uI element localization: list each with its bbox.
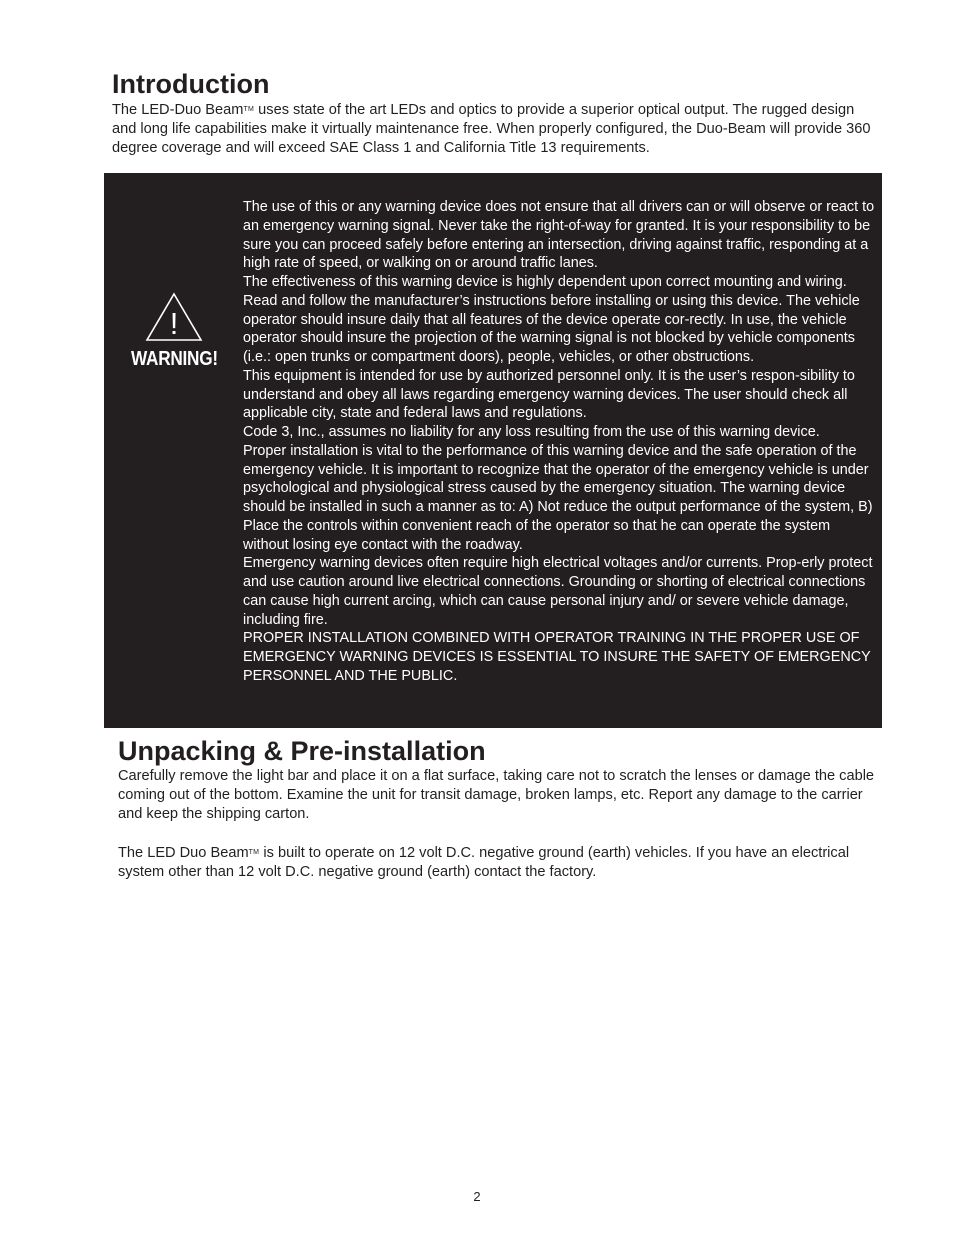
intro-text-rest: uses state of the art LEDs and optics to provide a superior optical output. The rugged design and long life capabilities make it virtually maintenance free. When properly configured, the Duo-Beam will provide 360 degree coverage and will exceed SAE Class 1 and California Title 13 requirements. (112, 102, 871, 156)
introduction-heading: Introduction (112, 69, 270, 99)
warning-exclamation-glyph: ! (169, 306, 179, 341)
unpacking-section (118, 735, 878, 882)
paragraph-spacer (118, 824, 878, 843)
trademark-symbol: TM (248, 849, 260, 856)
intro-text-start: The LED-Duo Beam (112, 102, 244, 118)
warning-triangle-icon (144, 291, 204, 343)
warning-text-block (243, 198, 875, 686)
trademark-symbol: TM (243, 106, 255, 113)
warning-paragraph: Proper installation is vital to the performance of this warning device and the safe operation of the emergency vehicle. It is important to recognize that the operator of the emergency vehicle is under psychological and physiological stress caused by the emergency situation. The warning device should be installed in such a manner as to: A) Not reduce the output performance of the system, B) Place the controls within convenient reach of the operator so that he can operate the system without losing eye contact with the roadway. (243, 442, 873, 553)
warning-paragraph: The use of this or any warning device does not ensure that all drivers can or will observe or react to an emergency warning signal. Never take the right-of-way for granted. It is your responsibility to be sure you can proceed safely before entering an intersection, driving against traffic, responding at a high rate of speed, or walking on or around traffic lanes. (243, 199, 875, 272)
warning-label: WARNING! (131, 348, 218, 370)
warning-badge (124, 291, 224, 371)
warning-paragraph: Code 3, Inc., assumes no liability for any loss resulting from the use of this warning device. (243, 424, 820, 440)
warning-paragraph: PROPER INSTALLATION COMBINED WITH OPERATOR TRAINING IN THE PROPER USE OF EMERGENCY WARNING DEVICES IS ESSENTIAL TO INSURE THE SAFETY OF EMERGENCY PERSONNEL AND THE PUBLIC. (243, 630, 871, 684)
warning-box (104, 173, 882, 728)
page-number: 2 (473, 1189, 481, 1204)
introduction-section (112, 68, 882, 158)
voltage-paragraph (118, 843, 878, 882)
introduction-paragraph (112, 100, 882, 158)
unpacking-paragraph: Carefully remove the light bar and place it on a flat surface, taking care not to scratch the lenses or damage the cable coming out of the bottom. Examine the unit for transit damage, broken lamps, etc. Report any damage to the carrier and keep the shipping carton. (118, 768, 875, 822)
warning-paragraph: This equipment is intended for use by authorized personnel only. It is the user’s respon-sibility to understand and obey all laws regarding emergency warning devices. The user should check all applicable city, state and federal laws and regulations. (243, 367, 855, 422)
voltage-text-rest: is built to operate on 12 volt D.C. negative ground (earth) vehicles. If you have an electrical system other than 12 volt D.C. negative ground (earth) contact the factory. (118, 845, 850, 880)
warning-paragraph: Emergency warning devices often require high electrical voltages and/or currents. Prop-erly protect and use caution around live electrical connections. Grounding or shorting of electrical connections can cause high current arcing, which can cause personal injury and/ or severe vehicle damage, including fire. (243, 555, 873, 628)
unpacking-heading: Unpacking & Pre-installation (118, 736, 486, 766)
warning-paragraph: The effectiveness of this warning device is highly dependent upon correct mounting and wiring. Read and follow the manufacturer’s instructions before installing or using this device. The vehicle operator should insure daily that all features of the device operate cor-rectly. In use, the vehicle operator should insure the projection of the warning signal is not blocked by vehicle components (i.e.: open trunks or compartment doors), people, vehicles, or other obstructions. (243, 274, 860, 365)
voltage-text-start: The LED Duo Beam (118, 845, 249, 861)
